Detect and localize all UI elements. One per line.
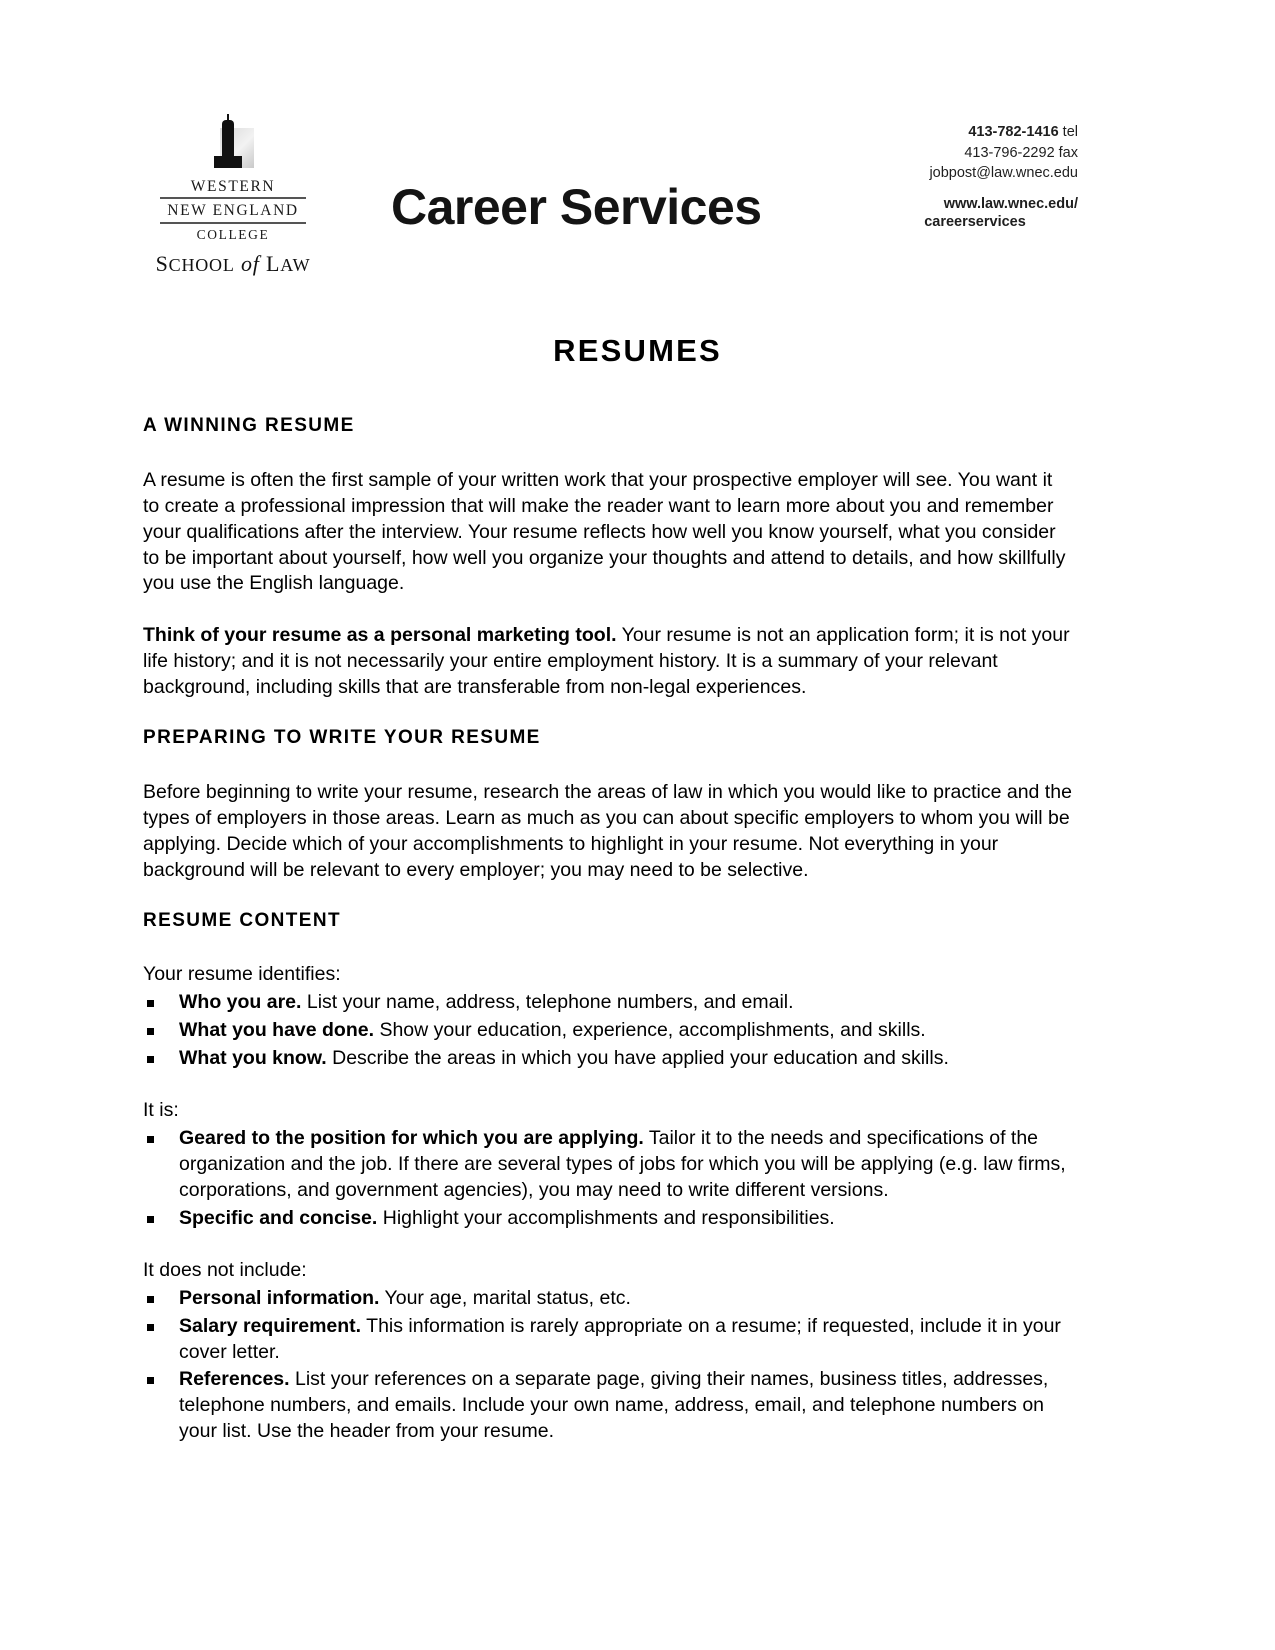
list-item-bold: What you know. (179, 1047, 327, 1070)
tower-crest-icon (210, 114, 256, 170)
letterhead (143, 110, 1078, 290)
list-item-rest: Tailor it to the needs and specifications of the organization and the job. If there are several types of jobs for which you will be applying (e.g. law firms, corporations, and government agencies), you may need to write different versions. (179, 1127, 1066, 1201)
section-heading-preparing: PREPARING TO WRITE YOUR RESUME (143, 727, 541, 749)
list-lead-it-is: It is: (143, 1099, 179, 1122)
paragraph-marketing-tool-bold: Think of your resume as a personal marketing tool. (143, 624, 617, 647)
school-word-s: S (155, 250, 169, 276)
list-item-bold: Specific and concise. (179, 1206, 378, 1229)
page-title: RESUMES (553, 333, 722, 368)
document-body (143, 415, 1073, 1471)
list-item-rest: Show your education, experience, accomplishments, and skills. (374, 1019, 926, 1042)
logo-rule-top (160, 197, 306, 199)
list-it-is (143, 1126, 1073, 1232)
list-lead-does-not-include: It does not include: (143, 1258, 307, 1281)
contact-website-line2: careerservices (924, 213, 1026, 230)
section-heading-resume-content: RESUME CONTENT (143, 909, 341, 931)
career-services-title: Career Services (391, 179, 762, 235)
paragraph-preparing-1: Before beginning to write your resume, research the areas of law in which you would like to practice and the types of employers in those areas. Learn as much as you can about specific employers to whom you will be applying. Decide which of your accomplishments to highlight in your resume. Not everything in your background will be relevant to every employer; you may need to be selective. (143, 780, 1072, 881)
contact-tel-number: 413-782-1416 (968, 124, 1059, 140)
list-item-rest: Describe the areas in which you have applied your education and skills. (326, 1047, 949, 1070)
paragraph-marketing-tool (143, 623, 1073, 701)
list-item-bold: Who you are. (179, 991, 302, 1014)
list-item-bold: Personal information. (179, 1286, 380, 1309)
square-bullet-icon (147, 1028, 154, 1035)
logo-school-of-law (143, 251, 323, 277)
square-bullet-icon (147, 1296, 154, 1303)
section-heading-winning-resume: A WINNING RESUME (143, 415, 355, 436)
contact-fax: 413-796-2292 fax (964, 144, 1078, 161)
contact-block (878, 122, 1078, 231)
school-word-l: L (265, 250, 281, 276)
list-item-bold: What you have done. (179, 1019, 375, 1042)
paragraph-winning-resume-1: A resume is often the first sample of your written work that your prospective employer will see. You want it to create a professional impression that will make the reader want to learn more about you and remember your qualifications after the interview. Your resume reflects how well you know yourself, what you consider to be important about yourself, how well you organize your thoughts and attend to details, and how skillfully you use the English language. (143, 468, 1066, 595)
school-word-of: of (240, 250, 260, 276)
contact-email: jobpost@law.wnec.edu (929, 165, 1078, 182)
contact-website-line1: www.law.wnec.edu/ (943, 195, 1078, 212)
list-item (143, 990, 1073, 1016)
logo-line-western: WESTERN (190, 178, 276, 195)
square-bullet-icon (147, 1216, 154, 1223)
list-does-not-include (143, 1286, 1073, 1446)
list-item-rest: This information is rarely appropriate on a resume; if requested, include it in your cover letter. (179, 1314, 1061, 1363)
logo-line-new-england: NEW ENGLAND (167, 202, 299, 220)
list-item-rest: List your name, address, telephone numbers, and email. (301, 991, 794, 1014)
list-item-rest: Your age, marital status, etc. (379, 1286, 631, 1309)
school-word-aw: AW (280, 254, 311, 275)
contact-website[interactable] (878, 195, 1078, 231)
list-item (143, 1314, 1073, 1366)
list-item (143, 1126, 1073, 1204)
square-bullet-icon (147, 1000, 154, 1007)
list-item (143, 1367, 1073, 1445)
list-item (143, 1046, 1073, 1072)
list-item-rest: Highlight your accomplishments and responsibilities. (377, 1206, 835, 1229)
contact-tel-label: tel (1058, 124, 1078, 140)
list-resume-identifies (143, 990, 1073, 1072)
list-item (143, 1286, 1073, 1312)
paragraph-marketing-tool-rest: Your resume is not an application form; it is not your life history; and it is not necessarily your entire employment history. It is a summary of your relevant background, including skills that are transferable from non-legal experiences. (143, 624, 1070, 699)
square-bullet-icon (147, 1377, 154, 1384)
logo-line-college: COLLEGE (196, 226, 270, 242)
list-item-rest: List your references on a separate page, giving their names, business titles, addresses, telephone numbers, and emails. Include your own name, address, email, and telephone numbers on your list. Use the header from your resume. (179, 1368, 1049, 1443)
institution-logo (143, 114, 323, 277)
list-item-bold: Salary requirement. (179, 1314, 362, 1337)
list-item-bold: References. (179, 1368, 290, 1391)
list-lead-identifies: Your resume identifies: (143, 963, 341, 986)
contact-telephone (878, 122, 1078, 143)
logo-rule-bottom (160, 222, 306, 224)
list-item-bold: Geared to the position for which you are applying. (179, 1127, 644, 1150)
list-item (143, 1206, 1073, 1232)
square-bullet-icon (147, 1136, 154, 1143)
school-word-chool: CHOOL (168, 254, 235, 275)
list-item (143, 1018, 1073, 1044)
square-bullet-icon (147, 1056, 154, 1063)
square-bullet-icon (147, 1324, 154, 1331)
